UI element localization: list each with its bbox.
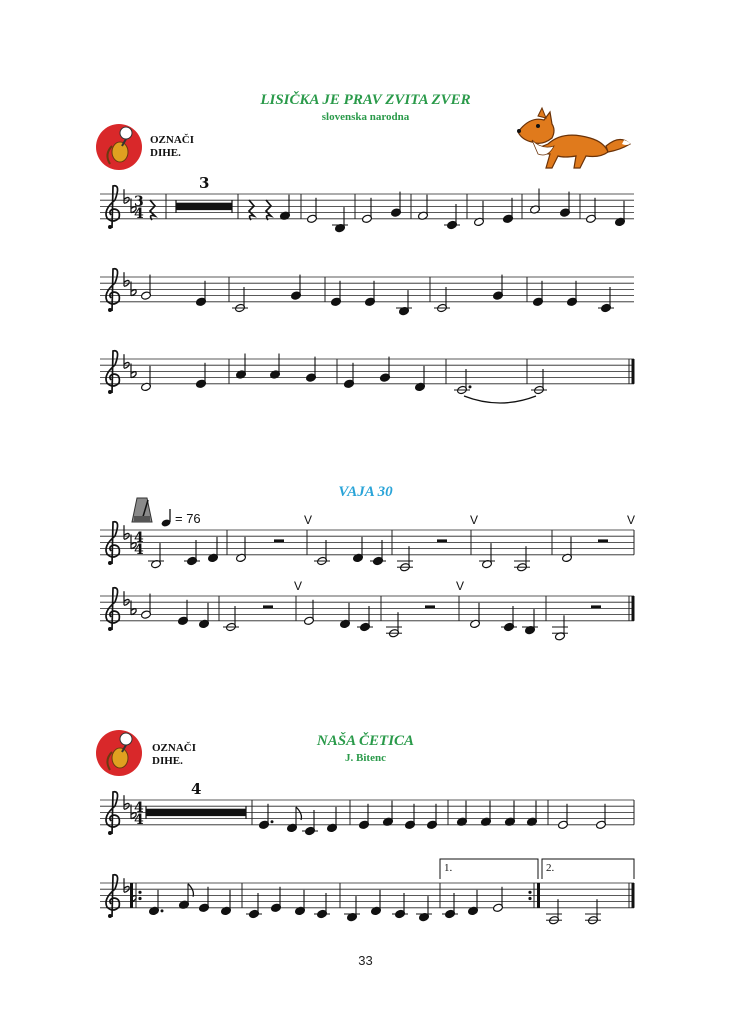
breath-mark: V [470,513,479,527]
time-signature-top: 4 [134,530,144,546]
quarter-rest [150,200,155,220]
breath-mark: V [456,579,465,593]
half-rest [263,605,273,608]
instruction-line-1: OZNAČI [150,134,195,146]
time-signature-bottom: 4 [134,542,144,558]
repeat-end [537,883,540,908]
repeat-dot [528,891,531,894]
breath-mark: V [294,579,303,593]
song-title-vaja: VAJA 30 [338,484,393,500]
song-subtitle-lisicka: slovenska narodna [321,111,410,123]
treble-clef [108,627,112,631]
song-subtitle-cetica: J. Bitenc [345,752,386,764]
song-title-cetica: NAŠA ČETICA [316,733,415,749]
treble-clef [108,390,112,394]
time-signature-bottom: 4 [134,812,144,828]
note-flag [296,807,301,820]
half-rest [437,539,447,542]
treble-clef [106,186,119,228]
flat-sign [131,609,136,615]
treble-clef [108,831,112,835]
tempo-marking: = 76 [175,511,201,526]
treble-clef [106,269,119,311]
time-signature-top: 4 [134,800,144,816]
half-rest [591,605,601,608]
augmentation-dot [161,909,164,912]
instruction-line-1: OZNAČI [152,742,197,754]
half-rest [425,605,435,608]
half-rest [274,539,284,542]
multimeasure-rest-count: 3 [199,174,210,192]
song-title-lisicka: LISIČKA JE PRAV ZVITA ZVER [260,92,471,108]
treble-clef [108,225,112,229]
tie [464,396,536,403]
treble-clef [106,522,119,564]
time-signature-bottom: 4 [134,206,144,222]
repeat-dot [528,897,531,900]
augmentation-dot [469,385,472,388]
treble-clef [108,308,112,312]
quarter-rest [249,200,254,220]
half-rest [598,539,608,542]
augmentation-dot [271,820,274,823]
treble-clef [106,875,119,917]
volta-bracket [542,859,634,879]
volta-bracket [440,859,538,879]
breath-mark: V [627,513,636,527]
instruction-line-2: DIHE. [152,755,183,767]
note-flag [188,884,193,897]
breath-mark: V [304,513,313,527]
treble-clef [108,561,112,565]
final-barline [632,596,635,621]
volta-number: 2. [546,862,555,874]
treble-clef [106,351,119,393]
multimeasure-rest-count: 4 [191,780,202,798]
repeat-dot [138,897,141,900]
time-signature-top: 3 [134,194,144,210]
repeat-start [130,883,133,908]
treble-clef [106,792,119,834]
flat-sign [131,290,136,296]
treble-clef [106,588,119,630]
quarter-rest [266,200,271,220]
instruction-line-2: DIHE. [150,147,181,159]
final-barline [632,359,635,384]
multimeasure-rest [176,203,232,210]
treble-clef [108,914,112,918]
flat-sign [131,372,136,378]
volta-number: 1. [444,862,453,874]
multimeasure-rest [146,809,246,816]
page-number: 33 [358,953,373,968]
final-barline [632,883,635,908]
repeat-dot [138,891,141,894]
